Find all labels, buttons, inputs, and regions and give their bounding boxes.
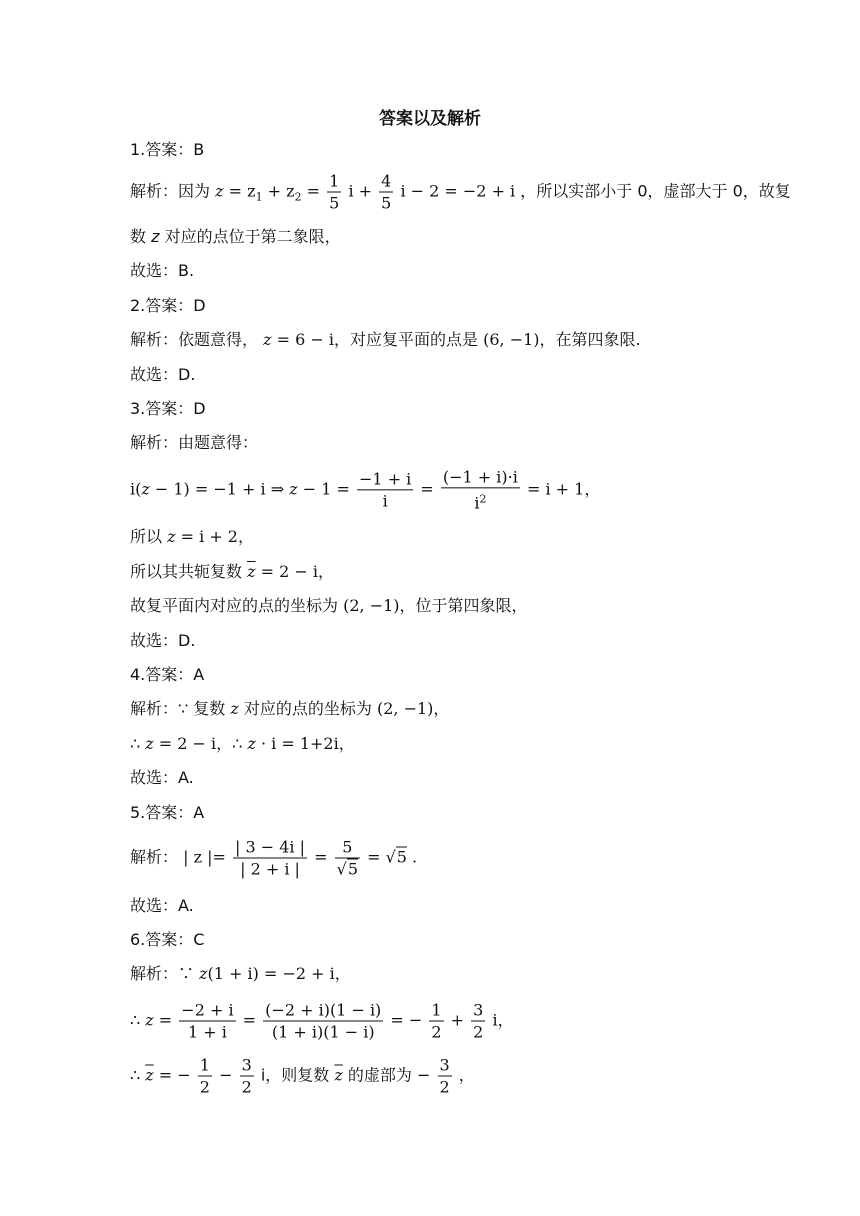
fraction: $\frac{5}{√5}$ xyxy=(336,837,358,879)
fraction: $\frac{4}{5}$ xyxy=(381,171,392,213)
q6-line2: ∴ z = $\frac{-2 + i}{1 + i}$ = $\frac{(-2 + i)(1 - i)}{(1 + i)(1 - i)}$ = − $\frac{1}{2}$ + $\frac{3}{2}$ i， xyxy=(130,1000,514,1042)
page-title: 答案以及解析 xyxy=(379,109,481,129)
q6-answer: 6.答案：C xyxy=(130,930,205,949)
fraction: $\frac{3}{2}$ xyxy=(241,1055,252,1097)
q3-choose: 故选：D. xyxy=(130,631,196,650)
q5-choose: 故选：A. xyxy=(130,896,194,915)
fraction: $\frac{-2 + i}{1 + i}$ xyxy=(181,1000,234,1042)
fraction: $\frac{(-1 + i)\cdot i}{i^2}$ xyxy=(442,467,518,513)
fraction: $\frac{1}{5}$ xyxy=(329,171,340,213)
q3-line3: 所以 z = i + 2， xyxy=(130,527,254,546)
q3-equation: i(z − 1) = −1 + i ⇒ z − 1 = $\frac{-1 + i}{i}$ = $\frac{(-1 + i)\cdot i}{i^2}$ = i + 1， xyxy=(130,467,601,513)
q4-line2: ∴ z = 2 − i，∴ z · i = 1+2i， xyxy=(130,734,355,753)
q3-answer: 3.答案：D xyxy=(130,399,206,418)
q1-choose: 故选：B. xyxy=(130,261,195,280)
q1-line2: 数 z 对应的点位于第二象限， xyxy=(130,227,341,246)
q3-label: 解析：由题意得： xyxy=(130,433,259,452)
fraction: $\frac{1}{2}$ xyxy=(199,1055,210,1097)
q6-line1: 解析：∵ z(1 + i) = −2 + i， xyxy=(130,964,351,983)
q6-line3: ∴ $\overline{z}$ = − $\frac{1}{2}$ − $\frac{3}{2}$ i，则复数 $\overline{z}$ 的虚部为 − $\frac{3}{2}$ ， xyxy=(130,1055,475,1097)
fraction: $\frac{3}{2}$ xyxy=(439,1055,450,1097)
q2-choose: 故选：D. xyxy=(130,365,196,384)
q1-answer: 1.答案：B xyxy=(130,140,205,159)
q1-line1: 解析：因为 $z = z_1 + z_2$ = $\frac{1}{5}$ i + $\frac{4}{5}$ i − 2 = −2 + i ，所以实部小于 0，虚部大于 0，故复 xyxy=(130,171,791,213)
fraction: $\frac{1}{2}$ xyxy=(431,1000,442,1042)
fraction: $\frac{3}{2}$ xyxy=(473,1000,484,1042)
q5-line1: 解析： | z |= $\frac{| 3 - 4i |}{| 2 + i |}$ = $\frac{5}{√5}$ = √5 . xyxy=(130,837,418,879)
q2-answer: 2.答案：D xyxy=(130,296,206,315)
q5-answer: 5.答案：A xyxy=(130,803,205,822)
fraction: $\frac{(-2 + i)(1 - i)}{(1 + i)(1 - i)}$ xyxy=(265,1000,382,1042)
q4-choose: 故选：A. xyxy=(130,768,194,787)
q2-line1: 解析：依题意得， z = 6 − i，对应复平面的点是 (6, −1)，在第四象限. xyxy=(130,330,641,349)
fraction: $\frac{| 3 - 4i |}{| 2 + i |}$ xyxy=(235,837,306,879)
q4-line1: 解析：∵ 复数 z 对应的点的坐标为 (2, −1)， xyxy=(130,699,450,718)
q3-line5: 故复平面内对应的点的坐标为 (2, −1)，位于第四象限， xyxy=(130,596,528,615)
q4-answer: 4.答案：A xyxy=(130,665,205,684)
fraction: $\frac{-1 + i}{i}$ xyxy=(359,469,412,511)
q3-line4: 所以其共轭复数 $\overline{z} = 2 - i$， xyxy=(130,562,334,581)
